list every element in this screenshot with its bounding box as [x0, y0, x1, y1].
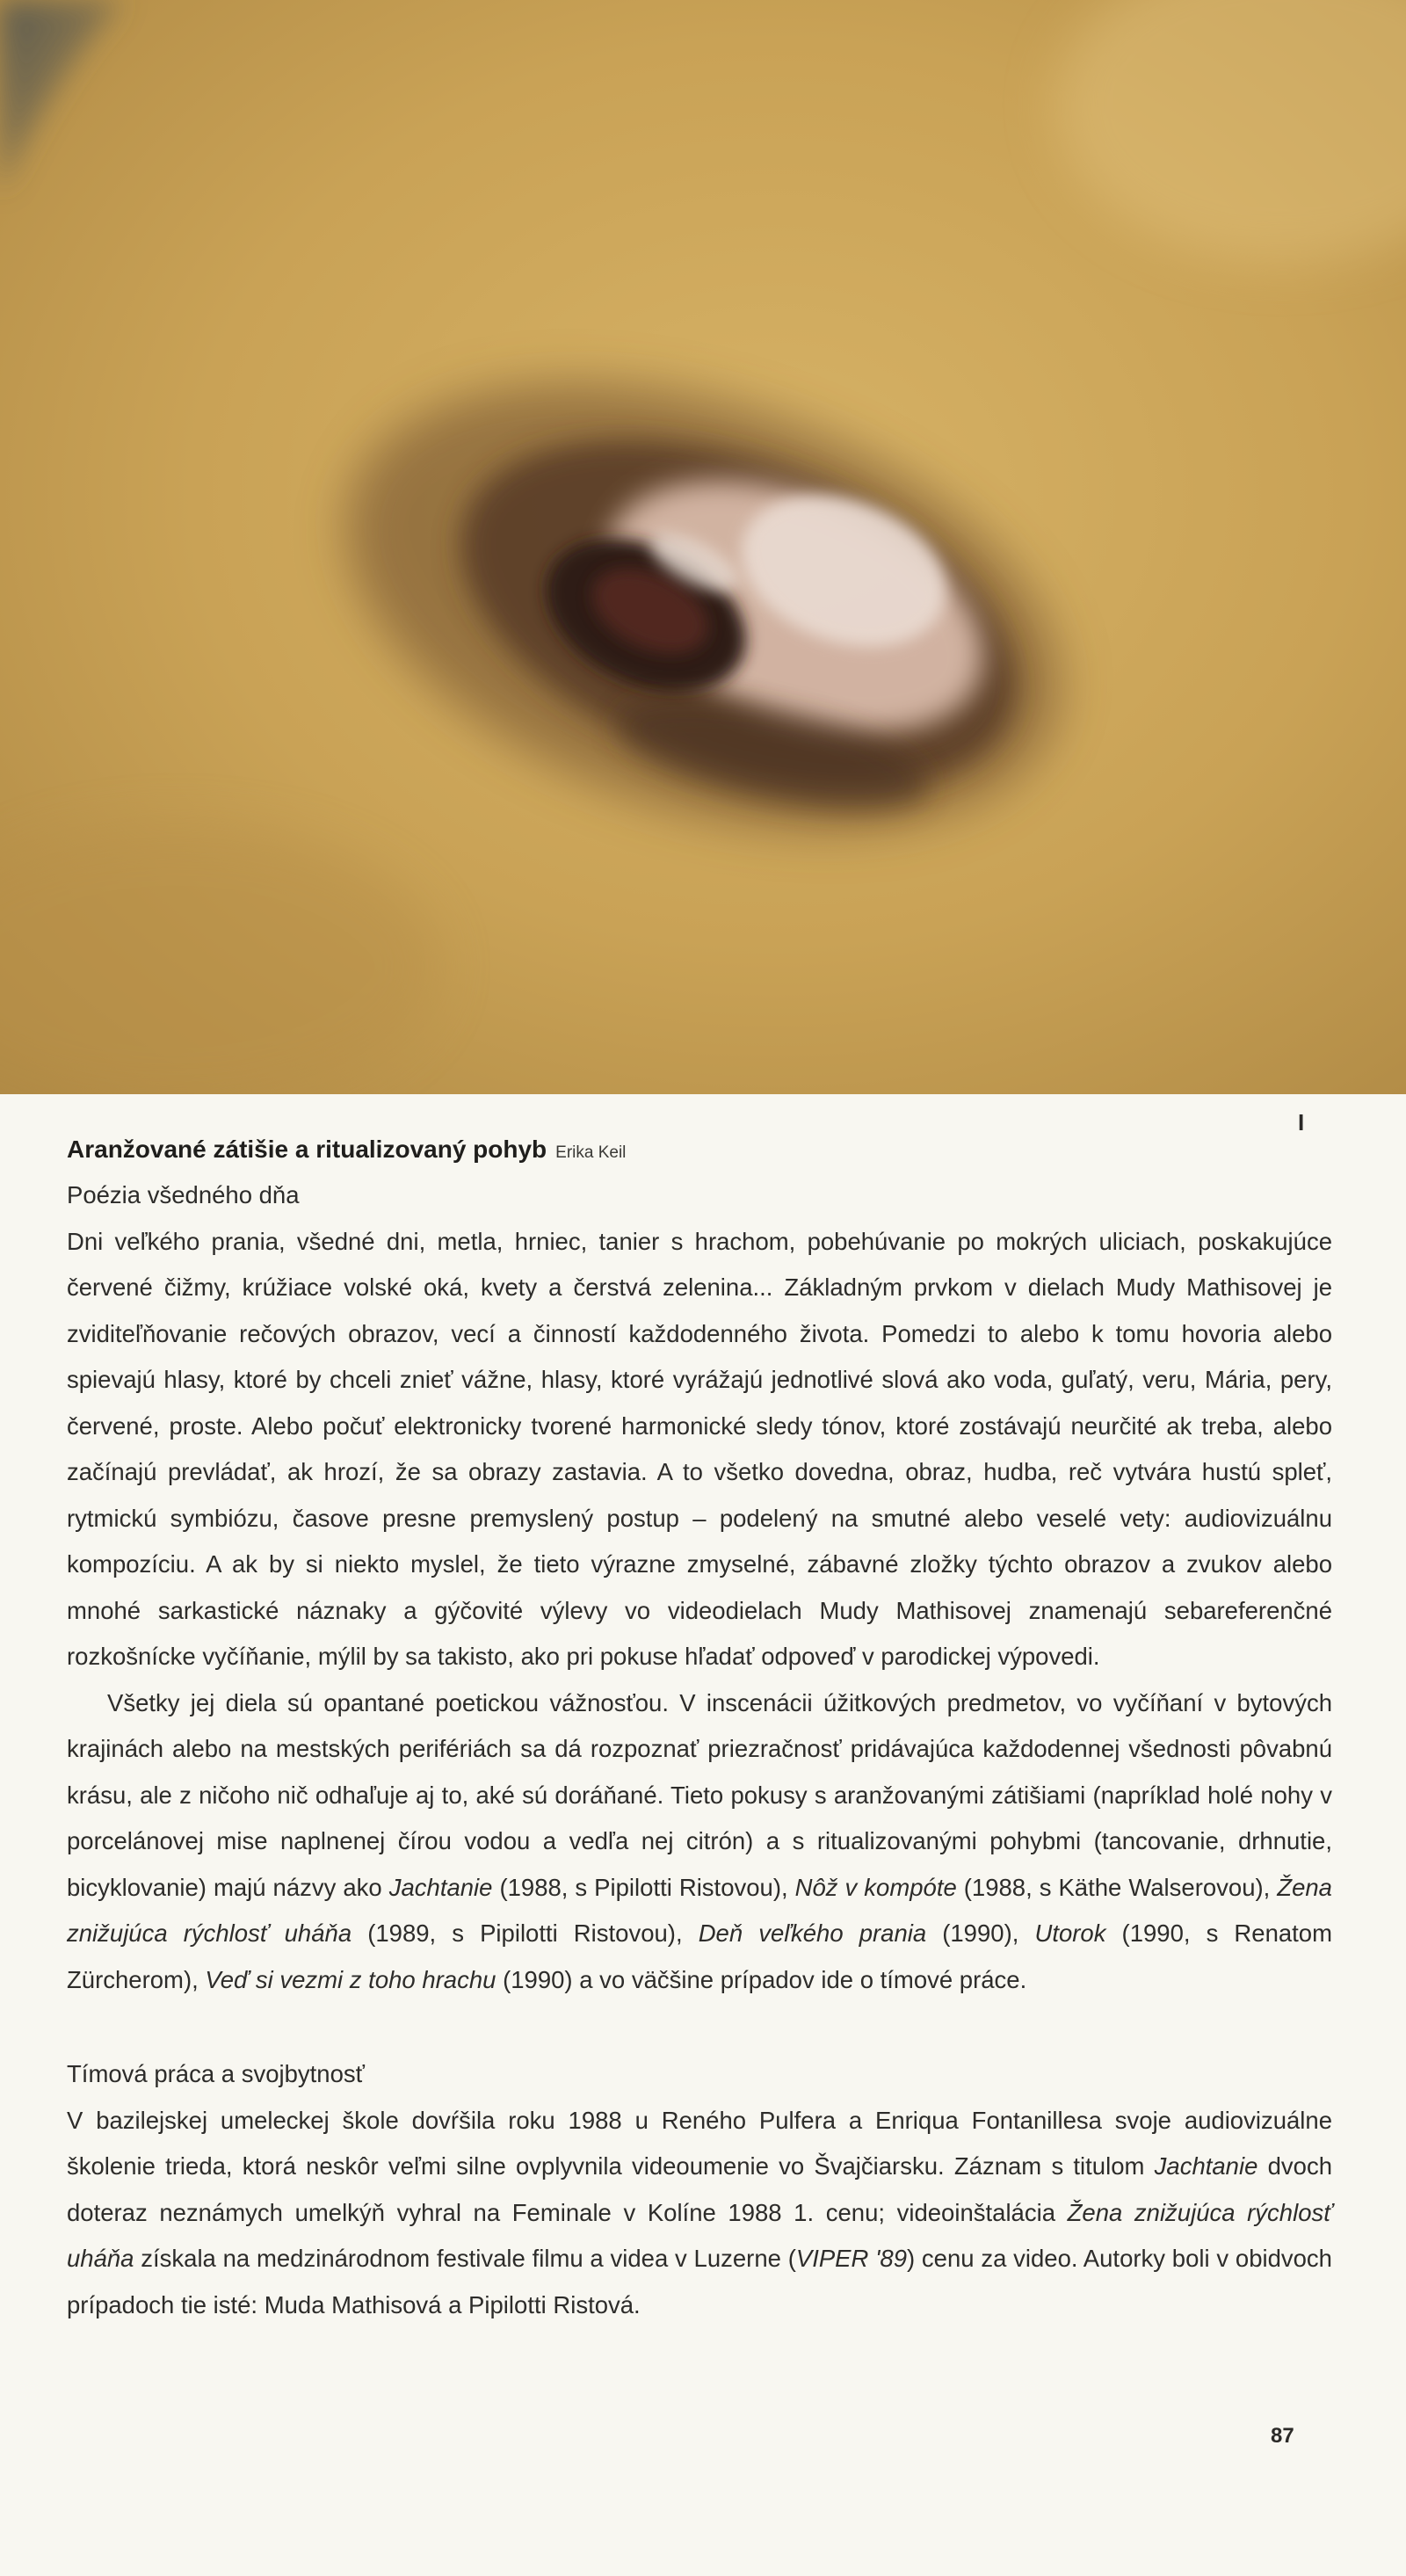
- blurred-face-image: [0, 0, 1406, 1094]
- page-number: 87: [1271, 2424, 1294, 2448]
- section-marker: I: [1298, 1109, 1305, 1136]
- text-run: ) cenu za video. Autorky boli v obidvoch prípadoch tie isté: Muda Mathisová a Pipilotti Ristová.: [67, 2245, 1332, 2318]
- text-run: V bazilejskej umeleckej škole dovŕšila roku 1988 u Reného Pulfera a Enriqua Fontanillesa svoje audiovizuálne školenie trieda, ktorá neskôr veľmi silne ovplyvnila videoumenie vo Švajčiarsku. Záznam s titulom: [67, 2106, 1332, 2180]
- work-title: Veď si vezmi z toho hrachu: [205, 1965, 496, 1993]
- article-body: [67, 1127, 1332, 2328]
- text-run: (1989, s Pipilotti Ristovou),: [352, 1919, 699, 1947]
- article-headline: Aranžované zátišie a ritualizovaný pohyb: [67, 1136, 547, 1163]
- article-subheading: Poézia všedného dňa: [67, 1181, 300, 1208]
- section-gap: [67, 2003, 1332, 2051]
- work-title: Žena znižujúca rýchlosť uháňa: [67, 1873, 1332, 1947]
- work-title: Jachtanie: [388, 1873, 493, 1901]
- work-title: Utorok: [1034, 1919, 1106, 1947]
- text-run: (1988, s Pipilotti Ristovou),: [492, 1873, 795, 1901]
- video-still-photo: [0, 0, 1406, 1094]
- work-title: Žena znižujúca rýchlosť uháňa: [67, 2198, 1332, 2272]
- work-title: Jachtanie: [1154, 2152, 1258, 2180]
- article-subheading-2: Tímová práca a svojbytnosť: [67, 2060, 365, 2087]
- paragraph-2: [67, 1680, 1332, 2004]
- text-run: (1990),: [926, 1919, 1035, 1947]
- work-title: Deň veľkého prania: [698, 1919, 927, 1947]
- text-run: (1990, s Renatom Zürcherom),: [67, 1919, 1332, 1993]
- paragraph-1: Dni veľkého prania, všedné dni, metla, hrniec, tanier s hrachom, pobehúvanie po mokrých uliciach, poskakujúce červené čižmy, krúžiace volské oká, kvety a čerstvá zelenina... Základným prvkom v dielach Mudy Mathisovej je zviditeľňovanie rečových obrazov, vecí a činností každodenného života. Pomedzi to alebo k tomu hovoria alebo spievajú hlasy, ktoré by chceli znieť vážne, hlasy, ktoré vyrážajú jednotlivé slová ako voda, guľatý, veru, Mária, pery, červené, proste. Alebo počuť elektronicky tvorené harmonické sledy tónov, ktoré zostávajú neurčité ak treba, alebo začínajú prevládať, ak hrozí, že sa obrazy zastavia. A to všetko dovedna, obraz, hudba, reč vytvára hustú spleť, rytmickú symbiózu, časove presne premyslený postup – podelený na smutné alebo veselé vety: audiovizuálnu kompozíciu. A ak by si niekto myslel, že tieto výrazne zmyselné, zábavné zložky týchto obrazov a zvukov alebo mnohé sarkastické náznaky a gýčovité výlevy vo videodielach Mudy Mathisovej znamenajú sebareferenčné rozkošnícke vyčíňanie, mýlil by sa takisto, ako pri pokuse hľadať odpoveď v parodickej výpovedi.: [67, 1227, 1332, 1670]
- text-run: získala na medzinárodnom festivale filmu a videa v Luzerne (: [134, 2245, 796, 2272]
- paragraph-3: [67, 2098, 1332, 2329]
- work-title: Nôž v kompóte: [794, 1873, 957, 1901]
- text-run: dvoch doteraz neznámych umelkýň vyhral na Feminale v Kolíne 1988 1. cenu; videoinštalácia: [67, 2152, 1332, 2226]
- text-run: (1988, s Käthe Walserovou),: [956, 1873, 1278, 1901]
- text-run: (1990) a vo väčšine prípadov ide o tímové práce.: [496, 1965, 1027, 1993]
- headline-row: [67, 1127, 1332, 1172]
- festival-title: VIPER '89: [795, 2245, 907, 2272]
- article-author: Erika Keil: [555, 1143, 627, 1162]
- text-run: Všetky jej diela sú opantané poetickou vážnosťou. V inscenácii úžitkových predmetov, vo vyčíňaní v bytových krajinách alebo na mestských perifériách sa dá rozpoznať priezračnosť pridávajúca každodennej všednosti pôvabnú krásu, ale z ničoho nič odhaľuje aj to, aké sú doráňané. Tieto pokusy s aranžovanými zátišiami (napríklad holé nohy v porcelánovej mise naplnenej čírou vodou a vedľa nej citrón) a s ritualizovanými pohybmi (tancovanie, drhnutie, bicyklovanie) majú názvy ako: [67, 1688, 1332, 1901]
